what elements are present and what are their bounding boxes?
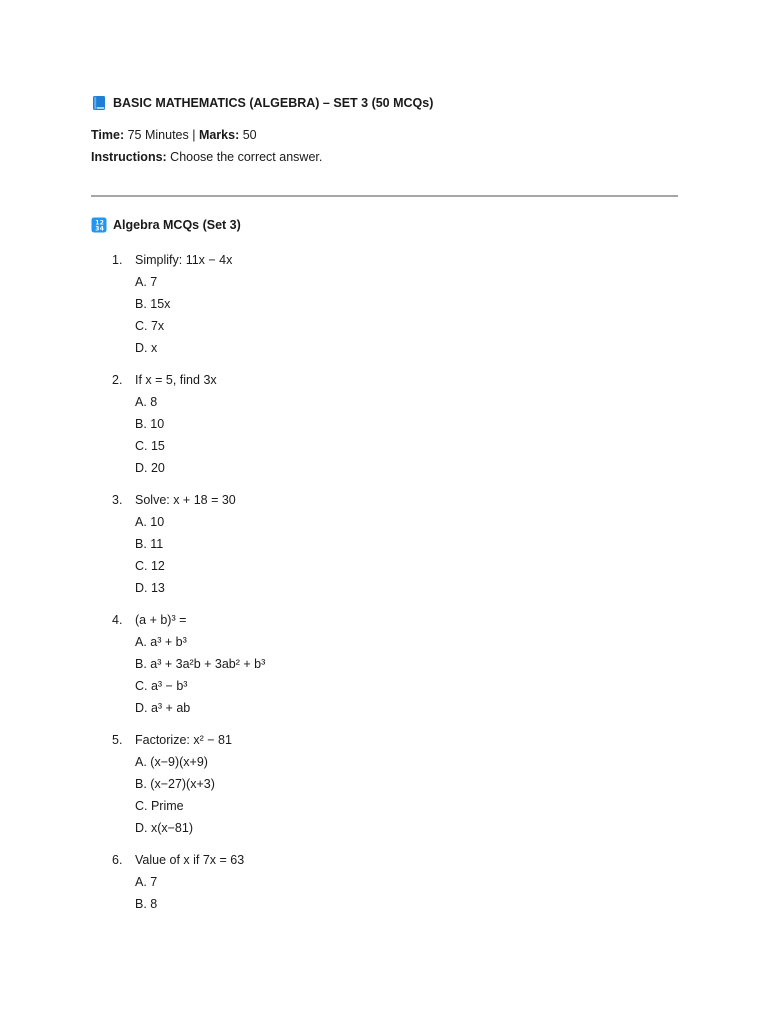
question-line <box>112 609 672 631</box>
option-list <box>112 751 672 839</box>
section-heading-row <box>91 217 241 233</box>
answer-option: C. 7x <box>135 319 165 333</box>
question-text: Factorize: x² − 81 <box>135 733 232 747</box>
option-list <box>112 271 672 359</box>
answer-option: B. 8 <box>135 897 158 911</box>
answer-option: D. a³ + ab <box>135 701 191 715</box>
question-item <box>112 249 672 359</box>
question-text: If x = 5, find 3x <box>135 373 217 387</box>
question-number: 1. <box>112 253 123 267</box>
answer-option: D. x <box>135 341 158 355</box>
question-number: 5. <box>112 733 123 747</box>
question-number: 3. <box>112 493 123 507</box>
answer-option: A. 8 <box>135 395 158 409</box>
time-label: Time: <box>91 128 125 142</box>
question-number: 4. <box>112 613 123 627</box>
question-line <box>112 849 672 871</box>
question-text: (a + b)³ = <box>135 613 187 627</box>
time-value: 75 Minutes | <box>124 128 199 142</box>
question-item <box>112 729 672 839</box>
question-line <box>112 489 672 511</box>
svg-text:3: 3 <box>95 225 100 233</box>
marks-label: Marks: <box>198 128 240 142</box>
question-item <box>112 369 672 479</box>
answer-option: B. a³ + 3a²b + 3ab² + b³ <box>135 657 266 671</box>
instructions-label: Instructions: <box>91 150 167 164</box>
svg-text:4: 4 <box>99 225 104 233</box>
question-number: 2. <box>112 373 123 387</box>
marks-value: 50 <box>239 128 257 142</box>
instructions-line <box>91 150 322 164</box>
question-text: Simplify: 11x − 4x <box>135 253 233 267</box>
answer-option: A. 7 <box>135 875 158 889</box>
answer-option: C. Prime <box>135 799 184 813</box>
svg-text:1: 1 <box>95 219 100 227</box>
option-list <box>112 391 672 479</box>
horizontal-divider <box>91 195 678 197</box>
document-title-row <box>91 95 433 111</box>
answer-option: B. 11 <box>135 537 164 551</box>
answer-option: D. 13 <box>135 581 165 595</box>
answer-option: B. 15x <box>135 297 171 311</box>
answer-option: C. 15 <box>135 439 165 453</box>
input-numbers-icon <box>91 217 107 233</box>
question-text: Value of x if 7x = 63 <box>135 853 245 867</box>
question-text: Solve: x + 18 = 30 <box>135 493 236 507</box>
svg-text:2: 2 <box>99 219 104 227</box>
answer-option: A. (x−9)(x+9) <box>135 755 208 769</box>
answer-option: A. 10 <box>135 515 165 529</box>
option-list <box>112 631 672 719</box>
document-title: BASIC MATHEMATICS (ALGEBRA) – SET 3 (50 MCQs) <box>113 96 434 110</box>
question-line <box>112 729 672 751</box>
answer-option: A. 7 <box>135 275 158 289</box>
question-number: 6. <box>112 853 123 867</box>
option-list <box>112 871 672 915</box>
instructions-value: Choose the correct answer. <box>166 150 323 164</box>
question-list <box>112 249 672 925</box>
answer-option: D. 20 <box>135 461 165 475</box>
question-line <box>112 369 672 391</box>
question-item <box>112 849 672 915</box>
blue-book-icon <box>91 95 107 111</box>
answer-option: B. 10 <box>135 417 165 431</box>
answer-option: B. (x−27)(x+3) <box>135 777 215 791</box>
time-marks-line <box>91 128 257 142</box>
question-item <box>112 489 672 599</box>
answer-option: C. 12 <box>135 559 165 573</box>
answer-option: C. a³ − b³ <box>135 679 188 693</box>
answer-option: A. a³ + b³ <box>135 635 187 649</box>
question-item <box>112 609 672 719</box>
section-title: Algebra MCQs (Set 3) <box>113 218 241 232</box>
answer-option: D. x(x−81) <box>135 821 194 835</box>
question-line <box>112 249 672 271</box>
option-list <box>112 511 672 599</box>
